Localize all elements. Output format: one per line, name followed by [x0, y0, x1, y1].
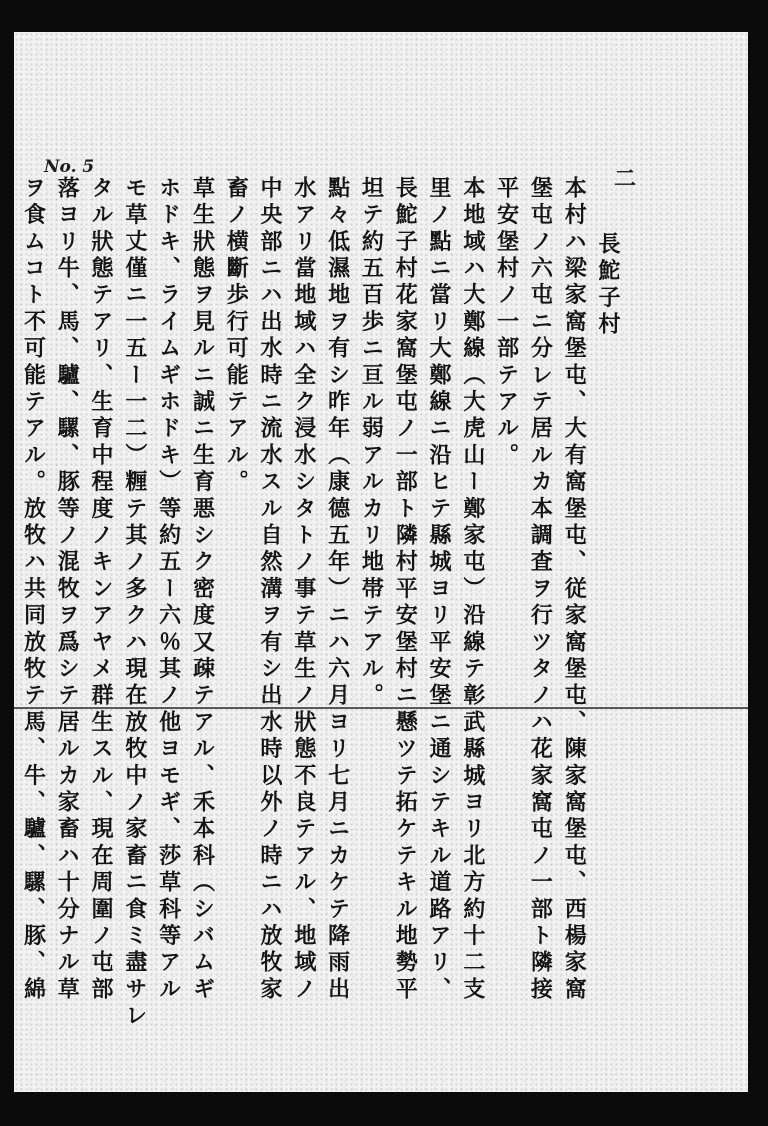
section-heading: 長鮀子村 [595, 232, 621, 339]
text-line-12: 草生狀態ヲ見ルニ誠ニ生育悪シク密度又疎テアル、禾本科（シバムギ [189, 176, 216, 1004]
text-line-13: ホドキ、ライムギホドキ）等約五ー六％其ノ他ヨモギ、莎草科等アル [155, 176, 182, 1004]
text-line-4: 本地域ハ大鄭線（大虎山ー鄭家屯）沿線テ彰武縣城ヨリ北方約十二支 [459, 176, 486, 1004]
vertical-text-block [20, 176, 624, 1032]
page-number-label: No. 5 [44, 157, 95, 177]
text-line-2: 堡屯ノ六屯ニ分レテ居ルカ本調査ヲ行ツタノハ花家窩屯ノ一部ト隣接 [527, 176, 554, 1004]
text-line-5: 里ノ點ニ當リ大鄭線ニ沿ヒテ縣城ヨリ平安堡ニ通シテキル道路アリ、 [426, 176, 453, 1004]
text-line-9: 水アリ當地域ハ全ク浸水シタトノ事テ草生ノ狀態不良テアル、地域ノ [290, 176, 317, 1004]
text-line-11: 畜ノ横斷歩行可能テアル。 [223, 176, 250, 497]
text-line-7: 坦テ約五百歩ニ亘ル弱アルカリ地帯テアル。 [358, 176, 385, 710]
text-line-1: 本村ハ梁家窩堡屯、大有窩堡屯、従家窩堡屯、陳家窩堡屯、西楊家窩 [561, 176, 588, 1004]
text-line-17: ヲ食ムコト不可能テアル。放牧ハ共同放牧テ馬、牛、驢、騾、豚、綿 [20, 176, 47, 1004]
text-line-8: 點々低濕地ヲ有シ昨年（康德五年）ニハ六月ヨリ七月ニカケテ降雨出 [324, 176, 351, 1004]
text-line-3: 平安堡村ノ一部テアル。 [493, 176, 520, 470]
text-line-14: モ草丈僅ニ一五ー一二）糎テ其ノ多クハ現在放牧中ノ家畜ニ食ミ盡サレ [121, 176, 148, 1031]
text-line-10: 中央部ニハ出水時ニ流水スル自然溝ヲ有シ出水時以外ノ時ニハ放牧家 [257, 176, 284, 1004]
text-line-16: 落ヨリ牛、馬、驢、騾、豚等ノ混牧ヲ爲シテ居ルカ家畜ハ十分ナル草 [54, 176, 81, 1004]
text-line-6: 長鮀子村花家窩堡屯ノ一部ト隣村平安堡村ニ懸ツテ拓ケテキル地勢平 [392, 176, 419, 1004]
page-mark: 二 [614, 166, 637, 192]
text-line-15: タル狀態テアリ、生育中程度ノキンアヤメ群生スル、現在周圍ノ屯部 [88, 176, 115, 1004]
